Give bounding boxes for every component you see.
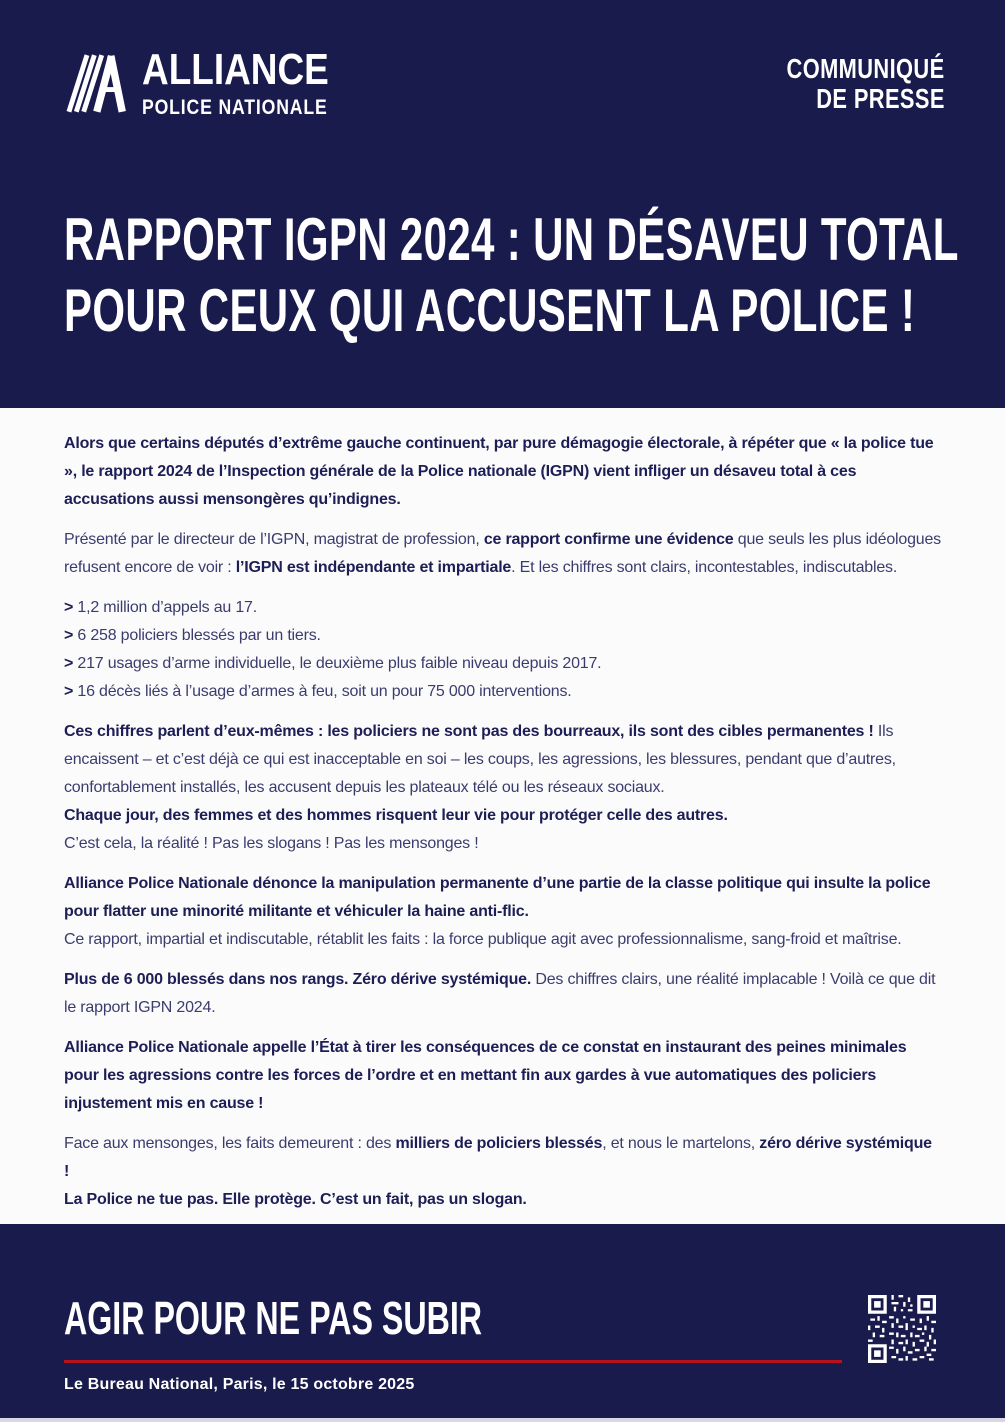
bullet-item [64, 678, 941, 706]
bullet-marker: > [64, 627, 78, 644]
paragraph [64, 1034, 941, 1118]
red-divider [64, 1360, 842, 1363]
bullet-text: 217 usages d’arme individuelle, le deuxième plus faible niveau depuis 2017. [77, 655, 602, 672]
bullet-item [64, 622, 941, 650]
header-row [0, 0, 1005, 120]
alliance-logo-mark-icon [64, 46, 128, 120]
bullet-item [64, 594, 941, 622]
logo-text [142, 45, 364, 119]
text-run: C’est cela, la réalité ! Pas les slogans ! Pas les mensonges ! [64, 835, 479, 852]
bold-text-run: Plus de 6 000 blessés dans nos rangs. Zéro dérive systémique. [64, 971, 536, 988]
kicker-line-2: DE PRESSE [816, 83, 945, 114]
page-bottom-edge [0, 1418, 1005, 1422]
page-title [64, 204, 1005, 346]
logo-subtitle: POLICE NATIONALE [142, 96, 328, 119]
paragraph [64, 526, 941, 582]
footer-slogan: AGIR POUR NE PAS SUBIR [64, 1292, 483, 1344]
text-run: . Et les chiffres sont clairs, incontestables, indiscutables. [511, 559, 898, 576]
qr-code-icon [868, 1295, 936, 1363]
bold-text-run: l’IGPN est indépendante et impartiale [235, 559, 512, 576]
logo-brand: ALLIANCE [142, 45, 329, 94]
bullet-text: 1,2 million d’appels au 17. [77, 599, 257, 616]
bold-text-run: ce rapport confirme une évidence [483, 531, 734, 548]
header-band [0, 0, 1005, 408]
bullet-list [64, 594, 941, 706]
alliance-logo [64, 46, 364, 120]
bold-text-run: milliers de policiers blessés [395, 1135, 603, 1152]
title-line-1: RAPPORT IGPN 2024 : UN DÉSAVEU TOTAL [64, 206, 959, 273]
text-run: Des chiffres clairs, une réalité implacable ! Voilà ce que dit le rapport IGPN 2024. [64, 971, 936, 1016]
bold-text-run: Chaque jour, des femmes et des hommes risquent leur vie pour protéger celle des autres. [64, 807, 728, 824]
footer-dateline: Le Bureau National, Paris, le 15 octobre 2025 [64, 1376, 415, 1393]
press-release-kicker [742, 54, 945, 114]
bullet-marker: > [64, 683, 78, 700]
kicker-line-1: COMMUNIQUÉ [787, 53, 945, 84]
paragraph [64, 430, 941, 514]
bullet-marker: > [64, 655, 78, 672]
body-content [0, 408, 1005, 1224]
paragraph [64, 870, 941, 954]
text-run: Présenté par le directeur de l’IGPN, magistrat de profession, [64, 531, 484, 548]
footer-band [0, 1224, 1005, 1418]
text-run: Ce rapport, impartial et indiscutable, rétablit les faits : la force publique agit avec professionnalisme, sang-froid et maîtrise. [64, 931, 902, 948]
bullet-marker: > [64, 599, 78, 616]
bold-text-run: Alors que certains députés d’extrême gauche continuent, par pure démagogie électorale, à répéter que « la police tue », le rapport 2024 de l’Inspection générale de la Police nationale (IGPN) vient infliger un désaveu total à ces accusations aussi mensongères qu’indignes. [64, 435, 934, 508]
bold-text-run: Alliance Police Nationale appelle l’État à tirer les conséquences de ce constat en instaurant des peines minimales pour les agressions contre les forces de l’ordre et en mettant fin aux gardes à vue automatiques des policiers injustement mis en cause ! [64, 1039, 907, 1112]
paragraph [64, 718, 941, 858]
text-run: Face aux mensonges, les faits demeurent : des [64, 1135, 396, 1152]
title-line-2: POUR CEUX QUI ACCUSENT LA POLICE ! [64, 277, 916, 344]
bullet-text: 6 258 policiers blessés par un tiers. [77, 627, 321, 644]
text-run: Ils encaissent – et c’est déjà ce qui est inacceptable en soi – les coups, les agressions, les blessures, pendant que d’autres, confortablement installés, les accusent depuis les plateaux télé ou les réseaux sociaux. [64, 723, 896, 796]
paragraph [64, 966, 941, 1022]
paragraph [64, 1130, 941, 1214]
bold-text-run: La Police ne tue pas. Elle protège. C’est un fait, pas un slogan. [64, 1191, 527, 1208]
bold-text-run: Alliance Police Nationale dénonce la manipulation permanente d’une partie de la classe politique qui insulte la police pour flatter une minorité militante et véhiculer la haine anti-flic. [64, 875, 931, 920]
bullet-item [64, 650, 941, 678]
text-run: , et nous le martelons, [602, 1135, 760, 1152]
bullet-text: 16 décès liés à l’usage d’armes à feu, soit un pour 75 000 interventions. [77, 683, 572, 700]
text-run: que seuls les plus idéologues refusent encore de voir : [64, 531, 941, 576]
bold-text-run: Ces chiffres parlent d’eux-mêmes : les policiers ne sont pas des bourreaux, ils sont des cibles permanentes ! [64, 723, 878, 740]
bold-text-run: zéro dérive systémique ! [64, 1135, 932, 1180]
